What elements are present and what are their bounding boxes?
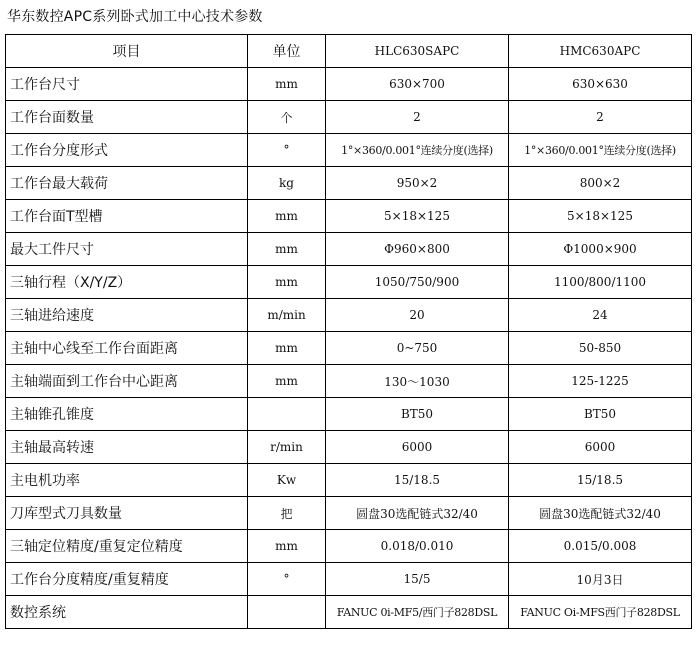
cell-item: 主轴锥孔锥度 [6, 398, 248, 431]
cell-unit: kg [248, 167, 326, 200]
cell-model2: 630×630 [509, 68, 692, 101]
table-row [6, 398, 692, 431]
cell-item: 三轴行程（X/Y/Z） [6, 266, 248, 299]
cell-item: 最大工件尺寸 [6, 233, 248, 266]
cell-model2: 2 [509, 101, 692, 134]
cell-model1: 15/18.5 [326, 464, 509, 497]
cell-model1: 圆盘30选配链式32/40 [326, 497, 509, 530]
cell-item: 三轴定位精度/重复定位精度 [6, 530, 248, 563]
cell-item: 三轴进给速度 [6, 299, 248, 332]
table-row [6, 332, 692, 365]
cell-model2: 5×18×125 [509, 200, 692, 233]
table-row [6, 233, 692, 266]
table-row [6, 497, 692, 530]
cell-model2: BT50 [509, 398, 692, 431]
cell-item: 工作台分度形式 [6, 134, 248, 167]
cell-item: 主轴最高转速 [6, 431, 248, 464]
cell-unit: mm [248, 200, 326, 233]
header-item: 项目 [6, 35, 248, 68]
cell-model2: 800×2 [509, 167, 692, 200]
cell-unit: mm [248, 332, 326, 365]
table-row [6, 101, 692, 134]
cell-item: 数控系统 [6, 596, 248, 629]
cell-item: 工作台面T型槽 [6, 200, 248, 233]
table-row [6, 200, 692, 233]
cell-model2: 15/18.5 [509, 464, 692, 497]
cell-item: 主轴中心线至工作台面距离 [6, 332, 248, 365]
cell-model1: 0.018/0.010 [326, 530, 509, 563]
cell-model2: Φ1000×900 [509, 233, 692, 266]
table-row [6, 266, 692, 299]
table-header-row [6, 35, 692, 68]
cell-model1: Φ960×800 [326, 233, 509, 266]
table-row [6, 167, 692, 200]
cell-unit: mm [248, 233, 326, 266]
cell-unit [248, 596, 326, 629]
cell-unit: mm [248, 530, 326, 563]
cell-model2: 10月3日 [509, 563, 692, 596]
cell-item: 工作台最大载荷 [6, 167, 248, 200]
cell-model2: 0.015/0.008 [509, 530, 692, 563]
table-row [6, 563, 692, 596]
cell-model1: 1050/750/900 [326, 266, 509, 299]
cell-unit: ° [248, 134, 326, 167]
cell-item: 工作台面数量 [6, 101, 248, 134]
cell-model1: 630×700 [326, 68, 509, 101]
cell-model1: 6000 [326, 431, 509, 464]
table-row [6, 299, 692, 332]
cell-model1: 5×18×125 [326, 200, 509, 233]
cell-unit: ° [248, 563, 326, 596]
cell-model2: 1100/800/1100 [509, 266, 692, 299]
cell-model1: 950×2 [326, 167, 509, 200]
cell-unit: 把 [248, 497, 326, 530]
cell-model2: 圆盘30选配链式32/40 [509, 497, 692, 530]
table-row [6, 596, 692, 629]
cell-model1: 2 [326, 101, 509, 134]
table-row [6, 464, 692, 497]
cell-model2: 24 [509, 299, 692, 332]
cell-unit: r/min [248, 431, 326, 464]
cell-unit [248, 398, 326, 431]
cell-model1: 0~750 [326, 332, 509, 365]
header-model2: HMC630APC [509, 35, 692, 68]
cell-item: 主轴端面到工作台中心距离 [6, 365, 248, 398]
cell-model1: FANUC 0i-MF5/西门子828DSL [326, 596, 509, 629]
cell-model1: 15/5 [326, 563, 509, 596]
cell-unit: mm [248, 266, 326, 299]
header-unit: 单位 [248, 35, 326, 68]
table-row [6, 530, 692, 563]
cell-item: 工作台尺寸 [6, 68, 248, 101]
cell-unit: Kw [248, 464, 326, 497]
table-row [6, 431, 692, 464]
table-row [6, 365, 692, 398]
cell-unit: mm [248, 365, 326, 398]
table-body [6, 68, 692, 629]
table-row [6, 68, 692, 101]
cell-model1: 130～1030 [326, 365, 509, 398]
cell-model2: 6000 [509, 431, 692, 464]
cell-model2: FANUC Oi-MFS西门子828DSL [509, 596, 692, 629]
cell-unit: m/min [248, 299, 326, 332]
cell-model1: 1°×360/0.001°连续分度(选择) [326, 134, 509, 167]
cell-model2: 125-1225 [509, 365, 692, 398]
cell-item: 主电机功率 [6, 464, 248, 497]
cell-model1: 20 [326, 299, 509, 332]
table-row [6, 134, 692, 167]
cell-item: 刀库型式刀具数量 [6, 497, 248, 530]
cell-model2: 50-850 [509, 332, 692, 365]
cell-item: 工作台分度精度/重复精度 [6, 563, 248, 596]
cell-unit: mm [248, 68, 326, 101]
cell-model1: BT50 [326, 398, 509, 431]
cell-unit: 个 [248, 101, 326, 134]
header-model1: HLC630SAPC [326, 35, 509, 68]
page-title: 华东数控APC系列卧式加工中心技术参数 [7, 9, 263, 25]
cell-model2: 1°×360/0.001°连续分度(选择) [509, 134, 692, 167]
spec-table [5, 34, 692, 629]
